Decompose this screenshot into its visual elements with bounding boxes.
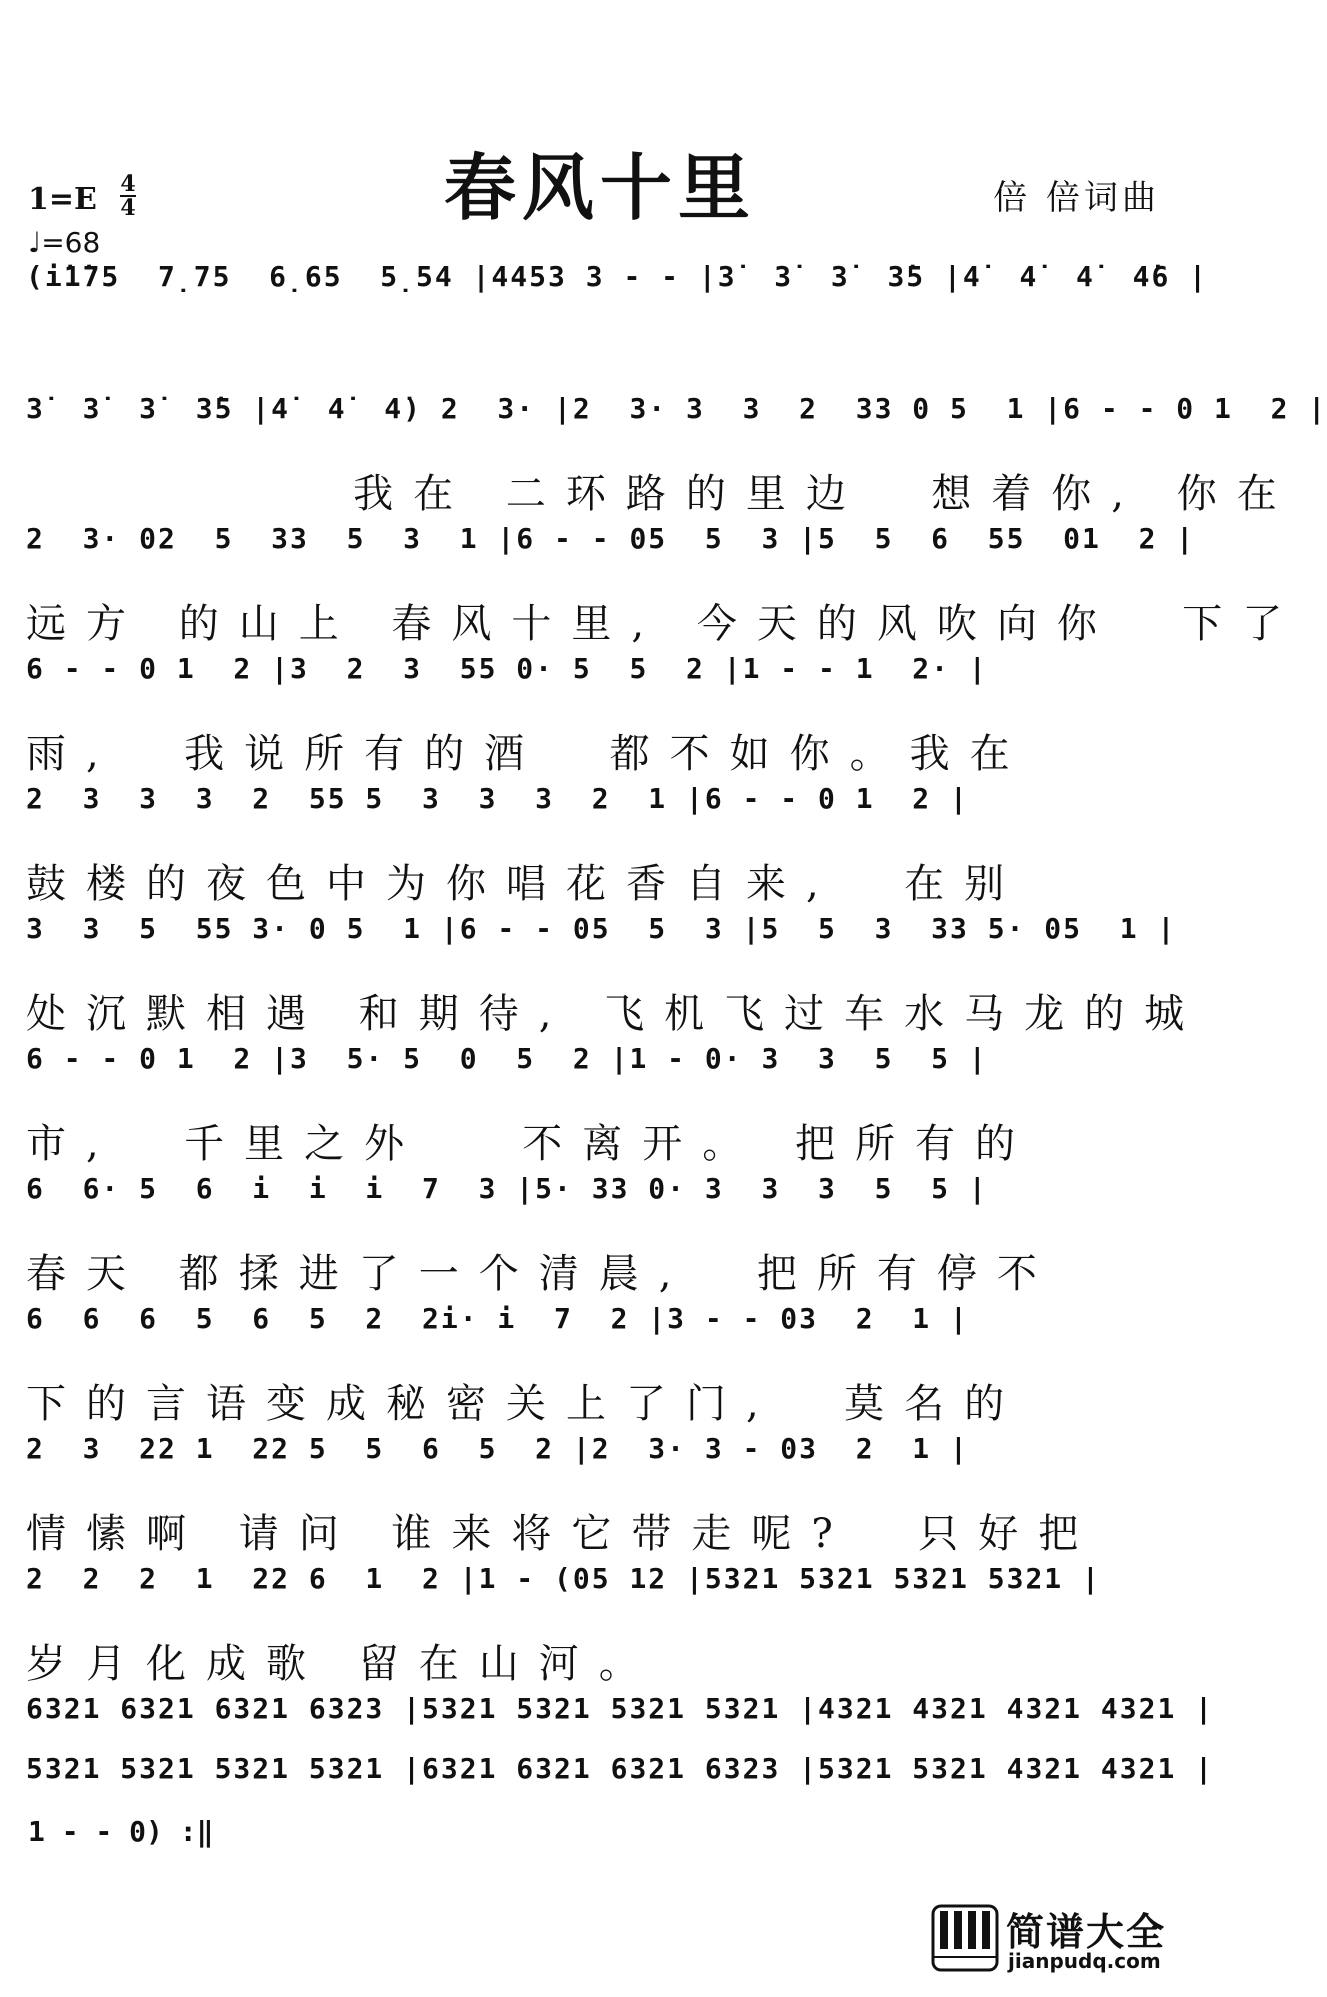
lyric-line: 岁月化成歌 留在山河。 xyxy=(26,1641,659,1687)
lyric-line: 雨, 我说所有的酒 都不如你。我在 xyxy=(26,731,1030,777)
notation-line: 5321 5321 5321 5321 |6321 6321 6321 6323 |5321 5321 4321 4321 | xyxy=(26,1752,1215,1785)
notation-line: (i̇1̇75 7̣75 6̣65 5̣54 |4453 3 - - |3̇ 3̇ 3̇ 3̇5 |4̇ 4̇ 4̇ 4̇6 | xyxy=(26,260,1209,293)
notation-line: 6321 6321 6321 6323 |5321 5321 5321 5321 |4321 4321 4321 4321 | xyxy=(26,1692,1215,1725)
song-title: 春风十里 xyxy=(443,145,756,230)
notation-line: 2 3 22 1 22 5 5 6 5 2 |2 3· 3 - 03 2 1 | xyxy=(26,1432,969,1465)
composer-credit: 倍 倍词曲 xyxy=(993,178,1160,218)
lyric-line: 市, 千里之外 不离开。 把所有的 xyxy=(26,1121,1036,1167)
time-signature-top: 4 xyxy=(120,171,136,197)
notation-line: 2 3 3 3 2 55 5 3 3 3 2 1 |6 - - 0 1 2 | xyxy=(26,782,969,815)
lyric-line: 下的言语变成秘密关上了门, 莫名的 xyxy=(26,1381,1025,1427)
notation-line: 2 3· 02 5 33 5 3 1 |6 - - 05 5 3 |5 5 6 55 01 2 | xyxy=(26,522,1196,555)
lyric-line: 我在 二环路的里边 想着你, 你在 xyxy=(26,471,1297,517)
tempo-marking: ♩=68 xyxy=(28,226,101,259)
notation-line: 3̇ 3̇ 3̇ 3̇5 |4̇ 4̇ 4̇) 2 3· |2 3· 3 3 2 33 0 5 1 |6 - - 0 1 2 | xyxy=(26,392,1327,425)
lyric-line: 鼓楼的夜色中为你唱花香自来, 在别 xyxy=(26,861,1025,907)
time-signature-bottom: 4 xyxy=(120,195,136,221)
watermark-text: 简谱大全 xyxy=(1006,1910,1167,1954)
key-signature: 1=E xyxy=(28,182,97,217)
notation-line: 3 3 5 55 3· 0 5 1 |6 - - 05 5 3 |5 5 3 33 5· 05 1 | xyxy=(26,912,1177,945)
time-signature xyxy=(120,171,136,221)
notation-line: 6 - - 0 1 2 |3 5· 5 0 5 2 |1 - 0· 3 3 5 5 | xyxy=(26,1042,988,1075)
lyric-line: 处沉默相遇 和期待, 飞机飞过车水马龙的城 xyxy=(26,991,1205,1037)
lyric-line: 春天 都揉进了一个清晨, 把所有停不 xyxy=(26,1251,1057,1297)
ending-measure: 1 - - 0) :‖ xyxy=(28,1815,214,1848)
notation-line: 6 6· 5 6 i i i 7 3 |5· 33 0· 3 3 3 5 5 | xyxy=(26,1172,988,1205)
notation-line: 2 2 2 1 22 6 1 2 |1 - (05 12 |5321 5321 5321 5321 | xyxy=(26,1562,1101,1595)
lyric-line: 远方 的山上 春风十里, 今天的风吹向你 下了 xyxy=(26,601,1303,647)
lyric-line: 情愫啊 请问 谁来将它带走呢? 只好把 xyxy=(26,1511,1099,1557)
watermark-url: jianpudq.com xyxy=(1008,1949,1161,1973)
notation-line: 6 6 6 5 6 5 2 2i· i 7 2 |3 - - 03 2 1 | xyxy=(26,1302,969,1335)
notation-line: 6 - - 0 1 2 |3 2 3 55 0· 5 5 2 |1 - - 1 2· | xyxy=(26,652,988,685)
piano-keys-icon xyxy=(932,1905,998,1971)
watermark-logo xyxy=(932,1899,1182,1979)
